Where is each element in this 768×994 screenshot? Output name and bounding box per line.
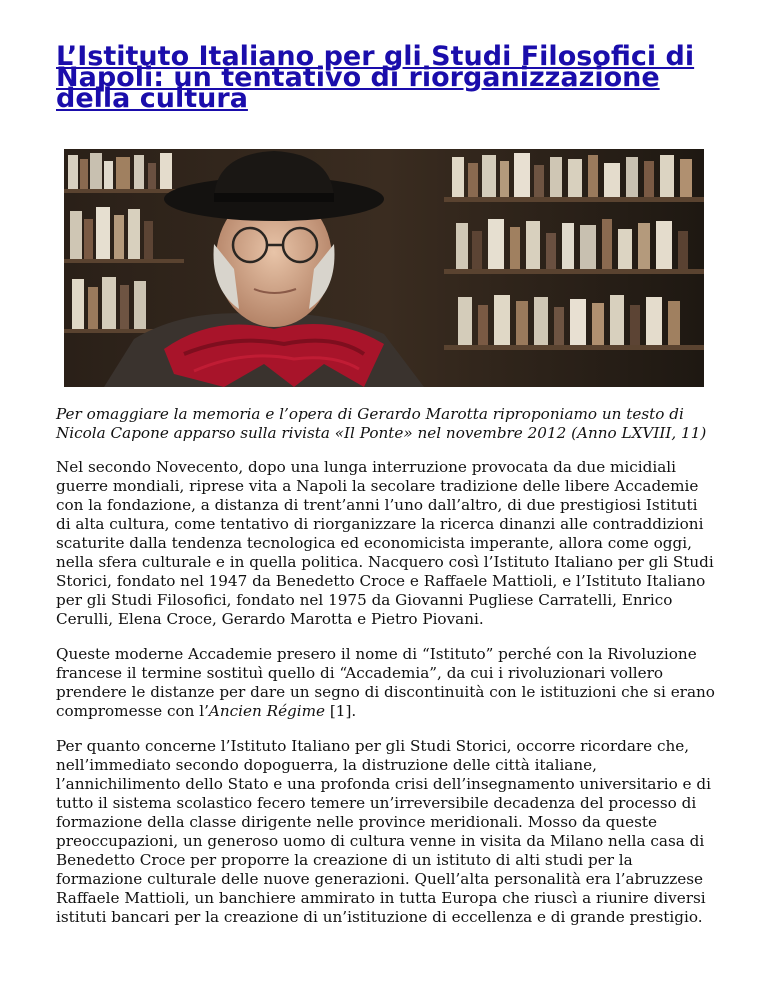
portrait-photo xyxy=(64,149,704,387)
portrait-illustration xyxy=(64,149,704,387)
footnote-ref: [1]. xyxy=(325,702,357,720)
paragraph-1: Nel secondo Novecento, dopo una lunga interruzione provocata da due micidiali guerre mondiali, riprese vita a Napoli la secolare tradizione delle libere Accademie con la fondazione, a distanza di trent’anni l’uno dall’altro, di due prestigiosi Istituti di alta cultura, come tentativo di riorganizzare la ricerca dinanzi alle contraddizioni scaturite dalla tendenza tecnologica ed economicista imperante, allora come oggi, nella sfera culturale e in quella politica. Nacquero così l’Istituto Italiano per gli Studi Storici, fondato nel 1947 da Benedetto Croce e Raffaele Mattioli, e l’Istituto Italiano per gli Studi Filosofici, fondato nel 1975 da Giovanni Pugliese Carratelli, Enrico Cerulli, Elena Croce, Gerardo Marotta e Pietro Piovani. xyxy=(56,458,714,628)
ancien-regime-emphasis: Ancien Régime xyxy=(208,702,326,720)
article-title-link[interactable]: L’Istituto Italiano per gli Studi Filosofici di Napoli: un tentativo di riorganizzazione della cultura xyxy=(56,41,695,114)
paragraph-2 xyxy=(56,645,716,721)
article-body xyxy=(56,405,716,943)
paragraph-2-text: Queste moderne Accademie presero il nome di “Istituto” perché con la Rivoluzione francese il termine sostituì quello di “Accademia”, da cui i rivoluzionari vollero prendere le distanze per dare un segno di discontinuità con le istituzioni che si erano compromesse con l’ xyxy=(56,645,715,720)
article-intro: Per omaggiare la memoria e l’opera di Gerardo Marotta riproponiamo un testo di Nicola Capone apparso sulla rivista «Il Ponte» nel novembre 2012 (Anno LXVIII, 11) xyxy=(56,405,707,442)
paragraph-3: Per quanto concerne l’Istituto Italiano per gli Studi Storici, occorre ricordare che, nell’immediato secondo dopoguerra, la distruzione delle città italiane, l’annichilimento dello Stato e una profonda crisi dell’insegnamento universitario e di tutto il sistema scolastico fecero temere un’irreversibile decadenza del processo di formazione della classe dirigente nelle province meridionali. Mosso da queste preoccupazioni, un generoso uomo di cultura venne in visita da Milano nella casa di Benedetto Croce per proporre la creazione di un istituto di alti studi per la formazione culturale delle nuove generazioni. Quell’alta personalità era l’abruzzese Raffaele Mattioli, un banchiere ammirato in tutta Europa che riuscì a riunire diversi istituti bancari per la creazione di un’istituzione di eccellenza e di grande prestigio. xyxy=(56,737,711,926)
